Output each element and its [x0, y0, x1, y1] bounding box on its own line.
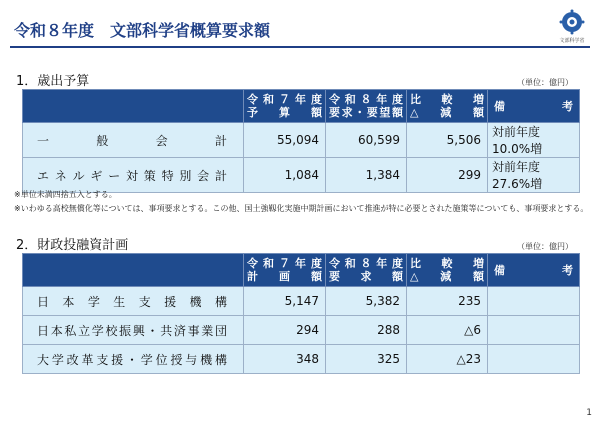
row-diff: △6 — [407, 316, 488, 345]
mext-logo-icon — [553, 8, 591, 36]
row-r8: 288 — [326, 316, 407, 345]
row-r7: 348 — [244, 345, 326, 374]
col-header-r7 — [244, 90, 326, 123]
row-note — [488, 345, 580, 374]
row-diff: 5,506 — [407, 123, 488, 158]
budget-table — [22, 89, 580, 193]
col-header-diff-line1: 比 較 増 — [410, 93, 484, 106]
col-header-r8 — [326, 90, 407, 123]
row-r8: 325 — [326, 345, 407, 374]
col-header-r8-line2: 要 求 額 — [329, 270, 403, 283]
col-header-diff-line2: △ 減 額 — [410, 106, 484, 119]
col-header-r7 — [244, 254, 326, 287]
table-row — [23, 123, 580, 158]
col-header-note-label: 備 考 — [494, 100, 573, 113]
row-note — [488, 316, 580, 345]
row-diff: 299 — [407, 158, 488, 193]
row-r8: 5,382 — [326, 287, 407, 316]
table-row — [23, 345, 580, 374]
row-note: 対前年度 27.6%増 — [488, 158, 580, 193]
page-number: 1 — [586, 408, 592, 418]
row-r8: 60,599 — [326, 123, 407, 158]
col-header-diff — [407, 254, 488, 287]
col-header-r7-line1: 令 和 ７ 年 度 — [247, 257, 322, 270]
page-title: 令和８年度 文部科学省概算要求額 — [14, 21, 271, 40]
row-name-text: 日 本 学 生 支 援 機 構 — [37, 294, 227, 309]
fiscal-investment-table — [22, 253, 580, 374]
row-name-text: 日 本 私 立 学 校 振 興 ・ 共 済 事 業 団 — [37, 323, 227, 338]
row-name-text: 一 般 会 計 — [37, 133, 227, 148]
logo-text: 文部科学省 — [559, 38, 585, 44]
ministry-logo — [553, 8, 591, 48]
col-header-r7-line2: 計 画 額 — [247, 270, 322, 283]
row-name — [23, 123, 244, 158]
col-header-r7-line1: 令 和 ７ 年 度 — [247, 93, 322, 106]
row-name-text: エ ネ ル ギ ー 対 策 特 別 会 計 — [37, 168, 227, 183]
table-row — [23, 316, 580, 345]
section2-unit: （単位：億円） — [517, 242, 573, 251]
section2-heading: 2．財政投融資計画 — [16, 238, 129, 253]
row-r7: 294 — [244, 316, 326, 345]
row-diff: △23 — [407, 345, 488, 374]
col-header-note-label: 備 考 — [494, 264, 573, 277]
row-r7: 55,094 — [244, 123, 326, 158]
table-row — [23, 158, 580, 193]
row-r7: 1,084 — [244, 158, 326, 193]
col-header-diff-line1: 比 較 増 — [410, 257, 484, 270]
row-r8: 1,384 — [326, 158, 407, 193]
table-header-row — [23, 90, 580, 123]
row-name — [23, 345, 244, 374]
col-header-r7-line2: 予 算 額 — [247, 106, 322, 119]
row-name — [23, 316, 244, 345]
row-name — [23, 158, 244, 193]
row-name-text: 大 学 改 革 支 援 ・ 学 位 授 与 機 構 — [37, 352, 227, 367]
row-r7: 5,147 — [244, 287, 326, 316]
title-rule — [10, 46, 590, 48]
col-header-r8-line1: 令 和 ８ 年 度 — [329, 257, 403, 270]
row-note — [488, 287, 580, 316]
col-header-note — [488, 254, 580, 287]
col-header-diff-line2: △ 減 額 — [410, 270, 484, 283]
col-header-r8 — [326, 254, 407, 287]
table-header-row — [23, 254, 580, 287]
footnote-rounding: ※単位未満四捨五入とする。 — [14, 190, 117, 199]
section1-heading: 1．歳出予算 — [16, 74, 90, 89]
col-header-note — [488, 90, 580, 123]
col-header-r8-line2: 要 求 ・ 要 望 額 — [329, 106, 403, 119]
header-blank — [23, 254, 244, 287]
col-header-r8-line1: 令 和 ８ 年 度 — [329, 93, 403, 106]
row-note: 対前年度 10.0%増 — [488, 123, 580, 158]
col-header-diff — [407, 90, 488, 123]
footnote-item-request: ※いわゆる高校無償化等については、事項要求とする。この他、国土強靱化実施中期計画において推進が特に必要とされた施策等についても、事項要求とする。 — [14, 204, 589, 213]
header-blank — [23, 90, 244, 123]
section1-unit: （単位：億円） — [517, 78, 573, 87]
row-diff: 235 — [407, 287, 488, 316]
row-name — [23, 287, 244, 316]
table-row — [23, 287, 580, 316]
